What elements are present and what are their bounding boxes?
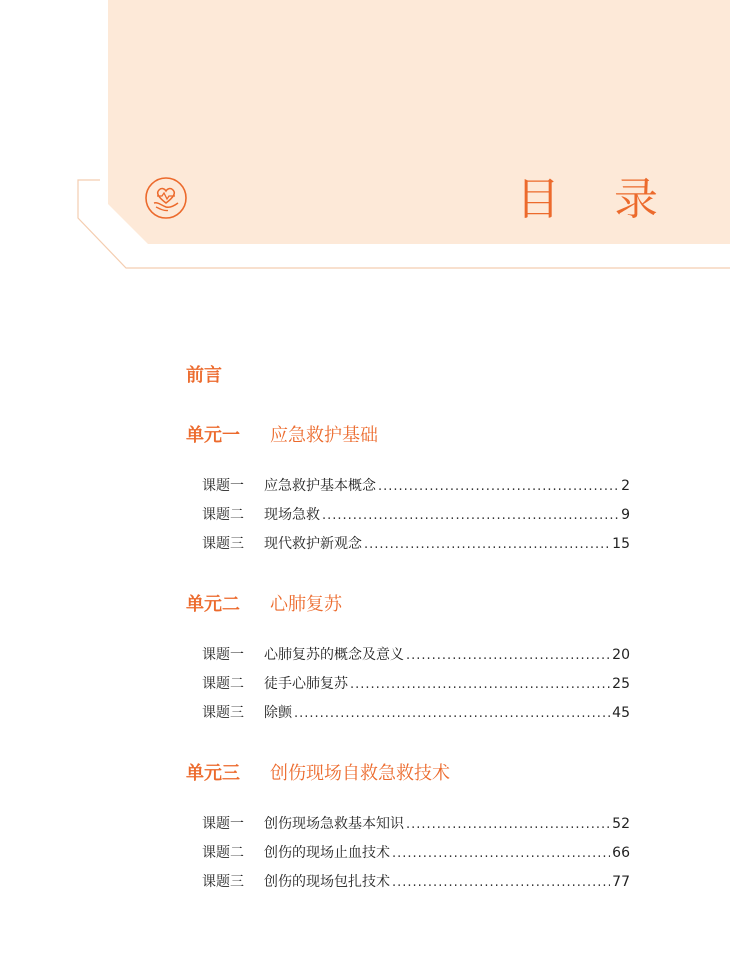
lesson-title: 现代救护新观念 bbox=[264, 536, 362, 552]
toc-entry[interactable] bbox=[186, 472, 630, 501]
dot-leader bbox=[406, 641, 610, 670]
page-number: 77 bbox=[612, 874, 630, 890]
unit-title: 应急救护基础 bbox=[270, 425, 378, 446]
heart-in-hand-icon bbox=[144, 176, 188, 220]
toc-entry[interactable] bbox=[186, 868, 630, 897]
toc-unit-1 bbox=[186, 422, 630, 559]
lesson-number: 课题二 bbox=[202, 845, 244, 861]
page-title: 目 录 bbox=[516, 174, 678, 225]
dot-leader bbox=[392, 868, 610, 897]
page-number: 2 bbox=[621, 478, 630, 494]
unit-title: 创伤现场自救急救技术 bbox=[270, 763, 450, 784]
lesson-number: 课题二 bbox=[202, 507, 244, 523]
dot-leader bbox=[406, 810, 610, 839]
unit-number: 单元二 bbox=[186, 594, 240, 615]
lesson-title: 创伤的现场包扎技术 bbox=[264, 874, 390, 890]
page-number: 25 bbox=[612, 676, 630, 692]
header-banner bbox=[0, 0, 730, 280]
unit-number: 单元一 bbox=[186, 425, 240, 446]
toc-entry[interactable] bbox=[186, 530, 630, 559]
toc-preface[interactable]: 前言 bbox=[186, 365, 222, 386]
lesson-title: 现场急救 bbox=[264, 507, 320, 523]
page-number: 20 bbox=[612, 647, 630, 663]
page-number: 52 bbox=[612, 816, 630, 832]
lesson-number: 课题一 bbox=[202, 478, 244, 494]
unit-heading[interactable] bbox=[186, 760, 630, 788]
unit-number: 单元三 bbox=[186, 763, 240, 784]
lesson-title: 除颤 bbox=[264, 705, 292, 721]
page-number: 15 bbox=[612, 536, 630, 552]
dot-leader bbox=[322, 501, 619, 530]
unit-heading[interactable] bbox=[186, 591, 630, 619]
dot-leader bbox=[392, 839, 610, 868]
page-number: 9 bbox=[621, 507, 630, 523]
lesson-number: 课题二 bbox=[202, 676, 244, 692]
lesson-number: 课题一 bbox=[202, 647, 244, 663]
page-number: 45 bbox=[612, 705, 630, 721]
toc-entry[interactable] bbox=[186, 641, 630, 670]
lesson-title: 徒手心肺复苏 bbox=[264, 676, 348, 692]
lesson-title: 心肺复苏的概念及意义 bbox=[264, 647, 404, 663]
toc-entry[interactable] bbox=[186, 670, 630, 699]
toc-entry[interactable] bbox=[186, 501, 630, 530]
toc-entry[interactable] bbox=[186, 839, 630, 868]
lesson-number: 课题三 bbox=[202, 536, 244, 552]
table-of-contents bbox=[186, 362, 630, 929]
dot-leader bbox=[294, 699, 610, 728]
lesson-number: 课题三 bbox=[202, 874, 244, 890]
unit-heading[interactable] bbox=[186, 422, 630, 450]
toc-unit-2 bbox=[186, 591, 630, 728]
lesson-number: 课题三 bbox=[202, 705, 244, 721]
lesson-title: 创伤的现场止血技术 bbox=[264, 845, 390, 861]
dot-leader bbox=[378, 472, 619, 501]
toc-entry[interactable] bbox=[186, 699, 630, 728]
unit-title: 心肺复苏 bbox=[270, 594, 342, 615]
toc-entry[interactable] bbox=[186, 810, 630, 839]
toc-unit-3 bbox=[186, 760, 630, 897]
lesson-number: 课题一 bbox=[202, 816, 244, 832]
dot-leader bbox=[350, 670, 610, 699]
lesson-title: 创伤现场急救基本知识 bbox=[264, 816, 404, 832]
lesson-title: 应急救护基本概念 bbox=[264, 478, 376, 494]
dot-leader bbox=[364, 530, 610, 559]
page-number: 66 bbox=[612, 845, 630, 861]
